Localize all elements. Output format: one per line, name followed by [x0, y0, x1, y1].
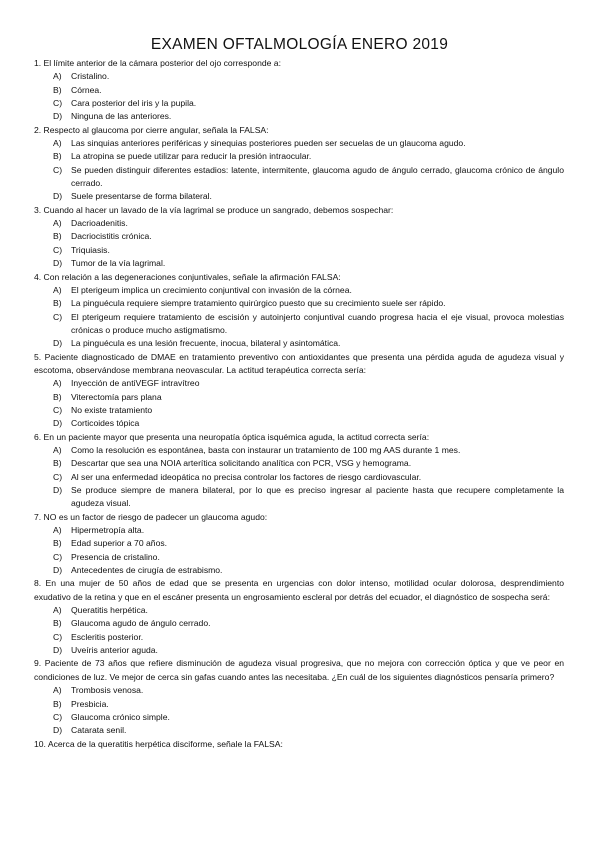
option-text: Queratitis herpética.	[71, 605, 148, 616]
question-4	[34, 271, 564, 351]
question-10	[34, 738, 564, 751]
question-3	[34, 204, 564, 271]
option-text: Escleritis posterior.	[71, 631, 144, 642]
option-text: Trombosis venosa.	[71, 685, 144, 696]
answer-option	[34, 217, 564, 230]
question-list	[34, 57, 564, 751]
option-letter: A)	[53, 138, 62, 149]
question-1	[34, 57, 564, 124]
option-text: Dacriocistitis crónica.	[71, 231, 152, 242]
answer-option	[34, 617, 564, 630]
option-letter: B)	[53, 231, 62, 242]
option-text: Viterectomía pars plana	[71, 391, 162, 402]
option-letter: A)	[53, 685, 62, 696]
option-letter: D)	[53, 565, 63, 576]
option-text: Catarata senil.	[71, 725, 127, 736]
question-text: 4. Con relación a las degeneraciones conjuntivales, señale la afirmación FALSA:	[34, 271, 341, 282]
answer-option	[34, 311, 564, 338]
option-text: Tumor de la vía lagrimal.	[71, 258, 166, 269]
answer-option	[34, 484, 564, 511]
option-text: Se produce siempre de manera bilateral, por lo que es preciso ingresar al paciente hasta que recupere completamente la agudeza visual.	[71, 485, 564, 509]
option-text: Se pueden distinguir diferentes estadios: latente, intermitente, glaucoma agudo de ángulo cerrado, glaucoma crónico de ángulo cerrado.	[71, 164, 564, 189]
answer-option	[34, 297, 564, 310]
option-text: El pterigeum requiere tratamiento de escisión y autoinjerto conjuntival cuando progresa hacia el eje visual, provoca molestias crónicas o produce mucho astigmatismo.	[71, 311, 564, 335]
question-text: 10. Acerca de la queratitis herpética disciforme, señale la FALSA:	[34, 738, 283, 749]
option-text: Presencia de cristalino.	[71, 551, 160, 562]
option-letter: A)	[53, 525, 62, 536]
question-8	[34, 577, 564, 657]
question-text: 2. Respecto al glaucoma por cierre angular, señala la FALSA:	[34, 124, 269, 135]
option-text: Antecedentes de cirugía de estrabismo.	[71, 565, 223, 576]
answer-option	[34, 110, 564, 123]
option-text: Edad superior a 70 años.	[71, 538, 168, 549]
option-text: Uveíris anterior aguda.	[71, 645, 158, 656]
option-letter: B)	[53, 698, 62, 709]
answer-option	[34, 524, 564, 537]
question-6	[34, 431, 564, 511]
option-letter: B)	[53, 151, 62, 162]
answer-option	[34, 724, 564, 737]
answer-options	[34, 377, 564, 430]
option-letter: C)	[53, 471, 63, 482]
answer-option	[34, 257, 564, 270]
answer-option	[34, 150, 564, 163]
option-text: La pinguécula es una lesión frecuente, inocua, bilateral y asintomática.	[71, 338, 341, 349]
option-text: Hipermetropía alta.	[71, 525, 145, 536]
answer-option	[34, 244, 564, 257]
answer-option	[34, 564, 564, 577]
option-text: Cristalino.	[71, 71, 110, 82]
answer-options	[34, 604, 564, 657]
answer-option	[34, 471, 564, 484]
answer-option	[34, 164, 564, 191]
option-text: La pinguécula requiere siempre tratamiento quirúrgico puesto que su crecimiento suele ser rápido.	[71, 298, 446, 309]
answer-options	[34, 284, 564, 351]
answer-option	[34, 537, 564, 550]
option-text: Glaucoma agudo de ángulo cerrado.	[71, 618, 211, 629]
answer-option	[34, 190, 564, 203]
answer-options	[34, 137, 564, 204]
answer-option	[34, 698, 564, 711]
option-text: Presbicia.	[71, 698, 109, 709]
option-text: El pterigeum implica un crecimiento conjuntival con invasión de la córnea.	[71, 284, 352, 295]
question-text: 7. NO es un factor de riesgo de padecer un glaucoma agudo:	[34, 511, 268, 522]
option-text: Suele presentarse de forma bilateral.	[71, 191, 212, 202]
option-letter: D)	[53, 111, 63, 122]
answer-option	[34, 711, 564, 724]
answer-option	[34, 457, 564, 470]
option-letter: C)	[53, 244, 63, 255]
option-text: No existe tratamiento	[71, 404, 153, 415]
question-text: 8. En una mujer de 50 años de edad que se presenta en urgencias con dolor intenso, motilidad ocular dolorosa, desprendimiento exudativo de la retina y que en el escáner presenta un engrosamiento escleral por detrás del ecuador, el diagnóstico de sospecha será:	[34, 578, 564, 602]
option-letter: A)	[53, 218, 62, 229]
answer-options	[34, 70, 564, 123]
option-letter: D)	[53, 418, 63, 429]
option-letter: D)	[53, 725, 63, 736]
option-letter: C)	[53, 404, 63, 415]
option-letter: B)	[53, 458, 62, 469]
option-letter: C)	[53, 311, 63, 322]
option-text: Inyección de antiVEGF intravítreo	[71, 378, 200, 389]
option-letter: B)	[53, 618, 62, 629]
answer-options	[34, 684, 564, 737]
page-title: EXAMEN OFTALMOLOGÍA ENERO 2019	[150, 36, 449, 53]
question-text: 5. Paciente diagnosticado de DMAE en tratamiento preventivo con antioxidantes que presenta una pérdida aguda de agudeza visual y escotoma, observándose membrana neovascular. La actitud terapéutica correcta sería:	[34, 351, 564, 375]
option-text: Descartar que sea una NOIA arterítica solicitando analítica con PCR, VSG y hemograma.	[71, 458, 412, 469]
option-text: Glaucoma crónico simple.	[71, 711, 170, 722]
question-text: 1. El límite anterior de la cámara posterior del ojo corresponde a:	[34, 58, 281, 68]
answer-option	[34, 97, 564, 110]
option-letter: B)	[53, 298, 62, 309]
question-text: 6. En un paciente mayor que presenta una neuropatía óptica isquémica aguda, la actitud correcta sería:	[34, 431, 430, 442]
answer-option	[34, 604, 564, 617]
option-text: La atropina se puede utilizar para reducir la presión intraocular.	[71, 151, 312, 162]
answer-option	[34, 644, 564, 657]
answer-option	[34, 337, 564, 350]
option-text: Ninguna de las anteriores.	[71, 111, 172, 122]
answer-option	[34, 137, 564, 150]
option-letter: A)	[53, 284, 62, 295]
option-text: Cara posterior del iris y la pupila.	[71, 98, 197, 109]
answer-option	[34, 284, 564, 297]
answer-option	[34, 417, 564, 430]
option-letter: A)	[53, 444, 62, 455]
option-text: Triquiasis.	[71, 244, 110, 255]
option-letter: D)	[53, 191, 63, 202]
option-letter: A)	[53, 71, 62, 82]
answer-option	[34, 444, 564, 457]
option-letter: C)	[53, 711, 63, 722]
answer-option	[34, 631, 564, 644]
option-text: Al ser una enfermedad ideopática no precisa controlar los factores de riesgo cardiovascular.	[71, 471, 422, 482]
answer-option	[34, 684, 564, 697]
option-letter: B)	[53, 538, 62, 549]
option-text: Las sinquias anteriores periféricas y sinequias posteriores pueden ser secuelas de un glaucoma agudo.	[71, 138, 466, 149]
answer-option	[34, 230, 564, 243]
question-text: 3. Cuando al hacer un lavado de la vía lagrimal se produce un sangrado, debemos sospechar:	[34, 204, 394, 215]
option-letter: C)	[53, 164, 63, 175]
option-letter: B)	[53, 391, 62, 402]
option-letter: D)	[53, 645, 63, 656]
question-5	[34, 351, 564, 431]
answer-option	[34, 391, 564, 404]
option-letter: C)	[53, 98, 63, 109]
answer-options	[34, 444, 564, 511]
option-text: Corticoides tópica	[71, 418, 140, 429]
answer-options	[34, 217, 564, 270]
option-text: Dacrioadenitis.	[71, 218, 128, 229]
option-letter: C)	[53, 631, 63, 642]
question-7	[34, 511, 564, 578]
option-letter: C)	[53, 551, 63, 562]
answer-option	[34, 84, 564, 97]
option-letter: D)	[53, 258, 63, 269]
question-9	[34, 657, 564, 737]
option-text: Como la resolución es espontánea, basta con instaurar un tratamiento de 100 mg AAS durante 1 mes.	[71, 444, 461, 455]
question-text: 9. Paciente de 73 años que refiere disminución de agudeza visual progresiva, que no mejora con corrección óptica y que ve peor en condiciones de luz. Ve mejor de cerca sin gafas cuando antes las necesitaba. ¿En cuál de los siguientes diagnósticos pensaría primero?	[34, 658, 564, 682]
answer-option	[34, 551, 564, 564]
answer-option	[34, 70, 564, 83]
option-letter: D)	[53, 338, 63, 349]
answer-option	[34, 377, 564, 390]
question-2	[34, 124, 564, 204]
option-letter: A)	[53, 378, 62, 389]
option-letter: A)	[53, 605, 62, 616]
option-letter: D)	[53, 485, 63, 495]
answer-option	[34, 404, 564, 417]
option-text: Córnea.	[71, 84, 102, 95]
option-letter: B)	[53, 84, 62, 95]
answer-options	[34, 524, 564, 577]
